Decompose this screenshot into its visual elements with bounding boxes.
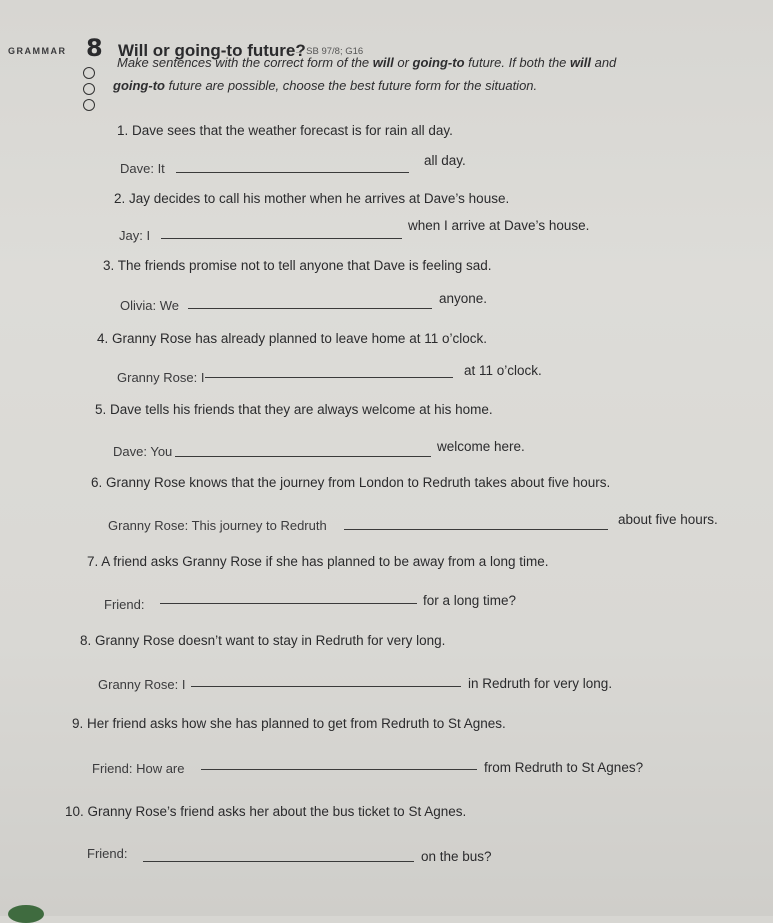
question-8: 8. Granny Rose doesn’t want to stay in Redruth for very long. [80, 633, 446, 648]
sentence-end-5: welcome here. [437, 439, 525, 454]
answer-line-10[interactable] [143, 861, 414, 862]
question-6: 6. Granny Rose knows that the journey from London to Redruth takes about five hours. [91, 475, 611, 490]
exercise-title: Will or going-to future? [118, 41, 306, 60]
speaker-10: Friend: [87, 846, 128, 861]
difficulty-circle-icon [83, 99, 95, 111]
answer-line-8[interactable] [191, 686, 461, 687]
answer-line-5[interactable] [175, 456, 431, 457]
question-5: 5. Dave tells his friends that they are always welcome at his home. [95, 402, 493, 417]
sentence-end-4: at 11 o’clock. [464, 363, 542, 378]
question-10: 10. Granny Rose’s friend asks her about the bus ticket to St Agnes. [65, 804, 467, 819]
answer-line-9[interactable] [201, 769, 477, 770]
speaker-9: Friend: How are [92, 761, 185, 776]
sentence-end-10: on the bus? [421, 849, 492, 864]
speaker-1: Dave: It [120, 161, 165, 176]
speaker-4: Granny Rose: I [117, 370, 205, 385]
speaker-6: Granny Rose: This journey to Redruth [108, 518, 327, 533]
exercise-reference: → SB 97/8; G16 [294, 46, 364, 57]
speaker-3: Olivia: We [120, 298, 179, 313]
difficulty-circle-icon [83, 67, 95, 79]
answer-line-1[interactable] [176, 172, 409, 173]
sentence-end-1: all day. [424, 153, 466, 168]
question-3: 3. The friends promise not to tell anyone that Dave is feeling sad. [103, 258, 492, 273]
answer-line-6[interactable] [344, 529, 608, 530]
speaker-7: Friend: [104, 597, 145, 612]
instruction-line-1: Make sentences with the correct form of the will or going-to future. If both the will and [117, 55, 617, 70]
answer-line-4[interactable] [205, 377, 453, 378]
speaker-2: Jay: I [119, 228, 151, 243]
answer-line-3[interactable] [188, 308, 432, 309]
question-7: 7. A friend asks Granny Rose if she has planned to be away from a long time. [87, 554, 549, 569]
question-4: 4. Granny Rose has already planned to leave home at 11 o’clock. [97, 331, 487, 346]
sentence-end-6: about five hours. [618, 512, 718, 527]
answer-line-2[interactable] [161, 238, 402, 239]
speaker-8: Granny Rose: I [98, 677, 186, 692]
sentence-end-7: for a long time? [423, 593, 517, 608]
answer-line-7[interactable] [160, 603, 417, 604]
sentence-end-9: from Redruth to St Agnes? [484, 760, 644, 775]
sentence-end-2: when I arrive at Dave’s house. [408, 218, 590, 233]
sentence-end-8: in Redruth for very long. [468, 676, 613, 691]
exercise-number: 8 [86, 34, 103, 62]
question-2: 2. Jay decides to call his mother when he arrives at Dave’s house. [114, 191, 510, 206]
green-fold-mark [8, 905, 44, 923]
sentence-end-3: anyone. [439, 291, 488, 306]
question-9: 9. Her friend asks how she has planned to get from Redruth to St Agnes. [72, 716, 506, 731]
question-1: 1. Dave sees that the weather forecast is for rain all day. [117, 123, 453, 138]
difficulty-circle-icon [83, 83, 95, 95]
section-label: GRAMMAR [8, 46, 67, 56]
speaker-5: Dave: You [113, 444, 173, 459]
instruction-line-2: going-to future are possible, choose the best future form for the situation. [113, 78, 538, 93]
